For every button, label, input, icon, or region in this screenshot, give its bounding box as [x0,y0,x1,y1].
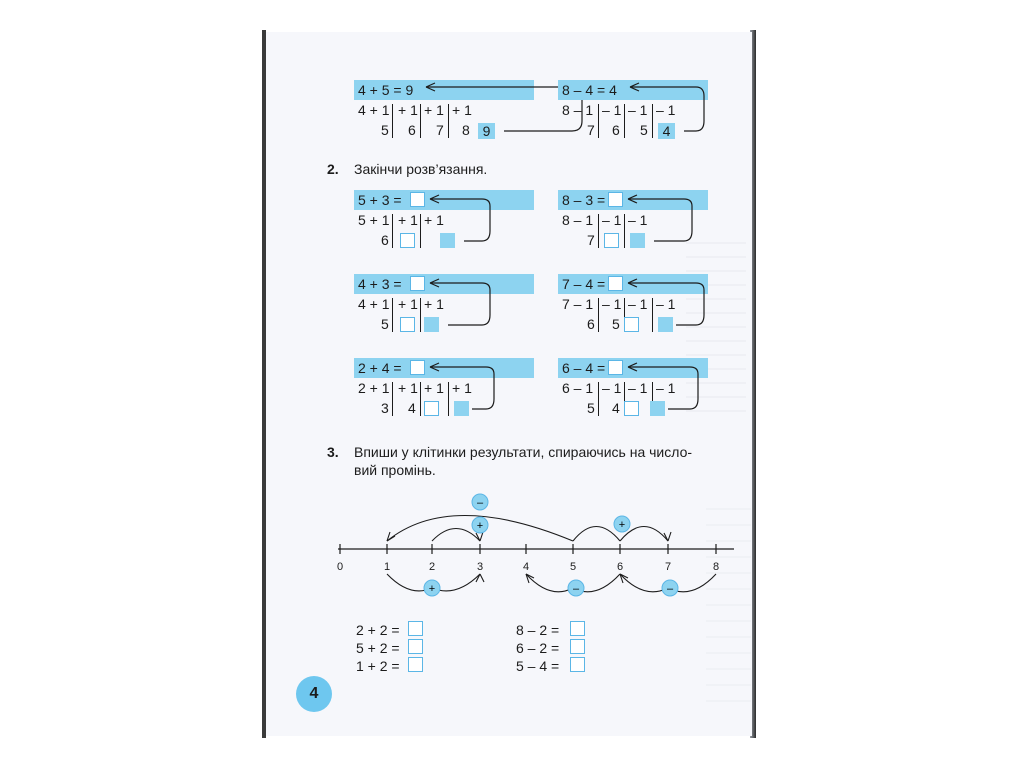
partial-result: 4 [612,400,620,416]
divider [392,104,393,138]
equation: 5 + 2 = [356,640,400,656]
answer-box[interactable] [400,317,415,332]
partial-result: 5 [612,316,620,332]
partial-result: 7 [587,122,595,138]
equation: 8 – 2 = [516,622,560,638]
return-arrow [414,80,534,140]
divider [598,214,599,248]
task-title: Закінчи розв’язання. [354,161,488,177]
example-right [558,80,708,140]
step: – 1 [628,296,648,312]
plus-sign-icon [614,516,630,532]
tick-label: 8 [712,561,720,573]
svg-text:–: – [666,583,674,595]
divider [392,298,393,332]
step: + 1 [398,296,418,312]
exercise-block [558,190,708,250]
exercise-block [558,358,708,418]
step: 4 + 1 [358,296,390,312]
partial-result: 5 [587,400,595,416]
answer-box[interactable] [408,639,423,654]
step: – 1 [602,212,622,228]
step: 8 – 1 [562,102,594,118]
answer-box[interactable] [570,621,585,636]
partial-result: 3 [381,400,389,416]
step: + 1 [424,296,444,312]
tick-label: 5 [569,561,577,573]
exercise-equation: 7 – 4 = [562,276,606,292]
task-number: 3. [327,444,339,460]
tick-label: 0 [336,561,344,573]
svg-text:+: + [428,583,436,595]
exercise-equation: 5 + 3 = [358,192,402,208]
step: – 1 [602,102,622,118]
partial-result: 5 [381,122,389,138]
tick-label: 1 [383,561,391,573]
return-arrow [414,274,504,334]
partial-result: 7 [587,232,595,248]
minus-sign-icon [662,580,678,596]
task-instruction-line1: Впиши у клітинки результати, спираючись на число- [354,444,693,460]
return-arrow [618,80,718,140]
exercise-equation: 6 – 4 = [562,360,606,376]
partial-result: 6 [408,122,416,138]
step: 7 – 1 [562,296,594,312]
svg-text:+: + [618,519,626,531]
final-result-box: 4 [658,123,675,139]
step: 2 + 1 [358,380,390,396]
partial-result: 5 [381,316,389,332]
tick-label: 6 [616,561,624,573]
plus-sign-icon [424,580,440,596]
return-arrow [618,358,708,418]
example-equation: 8 – 4 = 4 [562,82,617,98]
return-arrow [414,358,504,418]
answer-box[interactable] [400,233,415,248]
number-line [330,488,750,600]
return-arrow [618,274,708,334]
step: – 1 [656,102,676,118]
exercise-block [354,190,534,250]
divider [598,298,599,332]
return-arrow [618,190,708,250]
tick-label: 2 [428,561,436,573]
minus-sign-icon [568,580,584,596]
page-number-badge: 4 [296,676,332,712]
step: – 1 [628,102,648,118]
step: – 1 [602,296,622,312]
answer-box[interactable] [570,639,585,654]
task-instruction-line2: вий промінь. [354,462,436,478]
final-result-box: 9 [478,123,495,139]
answer-box[interactable] [408,657,423,672]
step: 4 + 1 [358,102,390,118]
equation: 1 + 2 = [356,658,400,674]
plus-sign-icon [472,517,488,533]
exercise-block [558,274,708,334]
minus-sign-icon [472,494,488,510]
step: 6 – 1 [562,380,594,396]
exercise-equation: 2 + 4 = [358,360,402,376]
step: 8 – 1 [562,212,594,228]
answer-box[interactable] [408,621,423,636]
partial-result: 7 [436,122,444,138]
step: + 1 [424,212,444,228]
exercise-equation: 4 + 3 = [358,276,402,292]
partial-result: 6 [381,232,389,248]
partial-result: 6 [587,316,595,332]
exercise-block [354,274,534,334]
step: – 1 [602,380,622,396]
step: + 1 [452,102,472,118]
return-arrow [414,190,504,250]
svg-text:–: – [572,583,580,595]
exercise-block [354,358,534,418]
divider [598,104,599,138]
equation: 2 + 2 = [356,622,400,638]
step: + 1 [452,380,472,396]
jump-arc [573,527,620,542]
step: + 1 [424,102,444,118]
equation: 6 – 2 = [516,640,560,656]
answer-box[interactable] [604,233,619,248]
partial-result: 5 [640,122,648,138]
tick-label: 3 [476,561,484,573]
partial-result: 8 [462,122,470,138]
jump-arc [432,529,480,542]
step: + 1 [398,380,418,396]
partial-result: 6 [612,122,620,138]
svg-text:–: – [476,497,484,509]
step: 5 + 1 [358,212,390,228]
step: – 1 [656,380,676,396]
step: + 1 [398,212,418,228]
example-equation: 4 + 5 = 9 [358,82,414,98]
step: + 1 [398,102,418,118]
step: – 1 [656,296,676,312]
tick-label: 7 [664,561,672,573]
divider [392,214,393,248]
task-number: 2. [327,161,339,177]
step: + 1 [424,380,444,396]
step: – 1 [628,212,648,228]
tick-label: 4 [522,561,530,573]
divider [598,382,599,416]
divider [392,382,393,416]
equation: 5 – 4 = [516,658,560,674]
exercise-equation: 8 – 3 = [562,192,606,208]
svg-text:+: + [476,520,484,532]
example-left [354,80,534,140]
answer-box[interactable] [570,657,585,672]
partial-result: 4 [408,400,416,416]
step: – 1 [628,380,648,396]
